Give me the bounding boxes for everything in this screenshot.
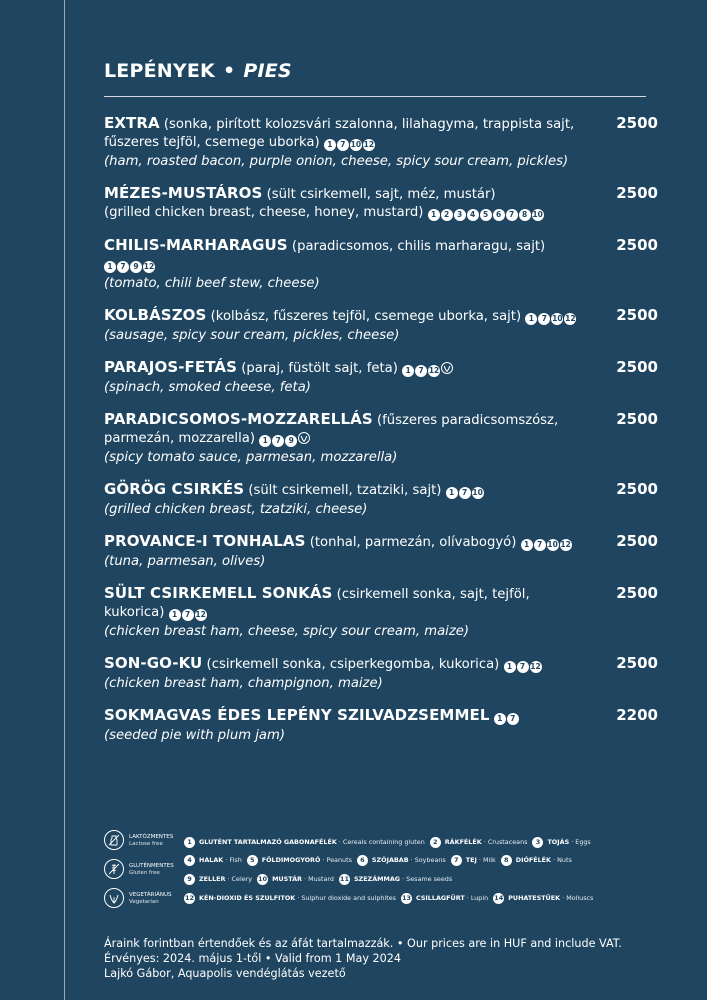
allergen-entry xyxy=(184,892,396,904)
allergen-en: · Molluscs xyxy=(562,894,594,902)
item-price: 2500 xyxy=(616,584,658,602)
allergen-badges xyxy=(104,257,156,275)
allergen-number: 3 xyxy=(532,837,543,848)
allergen-badge: 4 xyxy=(467,209,479,221)
item-en-line xyxy=(104,153,594,171)
menu-item xyxy=(104,114,660,171)
menu-item xyxy=(104,584,660,641)
footer-signature: Lajkó Gábor, Aquapolis vendéglátás vezető xyxy=(104,967,346,980)
allergen-number: 6 xyxy=(357,855,368,866)
allergen-entry xyxy=(401,892,488,904)
item-name: PARAJOS-FETÁS xyxy=(104,358,238,376)
allergen-hu: GLUTÉNT TARTALMAZÓ GABONAFÉLÉK xyxy=(199,838,337,846)
allergen-number: 2 xyxy=(430,837,441,848)
allergen-badge: 1 xyxy=(428,209,440,221)
page-title xyxy=(104,60,292,82)
allergen-badges xyxy=(324,135,376,153)
item-en-line xyxy=(104,204,594,223)
item-en-line xyxy=(104,623,594,641)
left-margin-rule xyxy=(64,0,65,1000)
item-name: GÖRÖG CSIRKÉS xyxy=(104,480,245,498)
allergen-badge: 7 xyxy=(538,313,550,325)
allergen-en: · Sesame seeds xyxy=(402,875,453,883)
allergen-entry xyxy=(247,854,352,866)
allergen-badge: 10 xyxy=(552,314,563,323)
item-en-line xyxy=(104,553,594,571)
allergen-entry xyxy=(501,854,572,866)
item-desc-hu: (sült csirkemell, tzatziki, sajt) xyxy=(248,483,442,498)
allergen-badge: 1 xyxy=(446,487,458,499)
item-desc-hu: (paradicsomos, chilis marharagu, sajt) xyxy=(291,239,546,254)
allergen-entry xyxy=(451,854,496,866)
item-desc-en: (seeded pie with plum jam) xyxy=(104,728,285,743)
allergen-hu: TOJÁS xyxy=(547,838,570,846)
menu-item xyxy=(104,358,660,397)
allergen-badge: 7 xyxy=(506,209,518,221)
item-desc-en: (tuna, parmesan, olives) xyxy=(104,554,266,569)
item-hu-line xyxy=(104,184,594,204)
vegetarian-icon xyxy=(104,888,124,908)
item-description xyxy=(104,584,594,641)
allergen-badge: 10 xyxy=(350,140,362,149)
allergen-hu: FÖLDIMOGYORÓ xyxy=(261,856,321,864)
allergen-badge: 1 xyxy=(104,261,116,273)
menu-item xyxy=(104,654,660,693)
item-name: SOKMAGVAS ÉDES LEPÉNY SZILVADZSEMMEL xyxy=(104,706,490,724)
item-name: SÜLT CSIRKEMELL SONKÁS xyxy=(104,584,333,602)
item-desc-en: (grilled chicken breast, cheese, honey, mustard) xyxy=(104,205,424,220)
allergen-badges xyxy=(494,709,520,727)
allergen-en: · Milk xyxy=(478,856,496,864)
allergen-badges xyxy=(504,657,543,675)
allergen-badge: 1 xyxy=(494,713,506,725)
allergen-badge: 12 xyxy=(565,314,576,323)
allergen-hu: ZELLER xyxy=(199,875,226,883)
item-price: 2500 xyxy=(616,114,658,132)
allergen-entry xyxy=(184,854,242,866)
allergen-number: 7 xyxy=(451,855,462,866)
footer xyxy=(104,936,684,981)
allergen-badge: 1 xyxy=(169,609,181,621)
item-en-line xyxy=(104,275,594,293)
allergen-number: 9 xyxy=(184,874,195,885)
item-hu-line xyxy=(104,358,594,379)
item-hu-line xyxy=(104,706,594,727)
item-price: 2500 xyxy=(616,480,658,498)
allergen-hu: SZEZÁMMAG xyxy=(353,875,401,883)
allergen-badges xyxy=(521,535,573,553)
item-name: EXTRA xyxy=(104,114,160,132)
menu-item xyxy=(104,410,660,467)
allergen-badge: 7 xyxy=(507,713,519,725)
title-hu: LEPÉNYEK xyxy=(104,60,215,82)
item-desc-hu: (csirkemell sonka, csiperkegomba, kukorica) xyxy=(206,657,500,672)
item-desc-en: (spinach, smoked cheese, feta) xyxy=(104,380,311,395)
item-description xyxy=(104,480,594,519)
allergen-number: 11 xyxy=(339,874,349,883)
allergen-badge: 7 xyxy=(459,487,471,499)
allergen-en: · Lupin xyxy=(466,894,489,902)
item-hu-line xyxy=(104,114,594,153)
allergen-en: · Celery xyxy=(227,875,253,883)
allergen-badge: 12 xyxy=(530,662,541,671)
allergen-entry xyxy=(184,836,425,848)
item-desc-en: (sausage, spicy sour cream, pickles, cheese) xyxy=(104,328,400,343)
allergen-hu: PUHATESTŰEK xyxy=(508,894,561,902)
allergen-hu: CSILLAGFÜRT xyxy=(416,894,465,902)
allergen-badges xyxy=(402,361,453,379)
allergen-entry xyxy=(493,892,593,904)
allergen-badge: 1 xyxy=(504,661,516,673)
item-price: 2500 xyxy=(616,236,658,254)
menu-item xyxy=(104,480,660,519)
allergen-badge: 6 xyxy=(493,209,505,221)
allergen-badge: 9 xyxy=(130,261,142,273)
menu-item xyxy=(104,532,660,571)
allergen-hu: SZÓJABAB xyxy=(371,856,409,864)
allergen-badge: 12 xyxy=(428,366,440,375)
allergen-number: 10 xyxy=(258,874,268,883)
gluten-free-label: GLUTÉNMENTES Gluten free xyxy=(129,863,174,876)
item-hu-line xyxy=(104,306,594,327)
item-desc-hu: (sonka, pirított kolozsvári szalonna, lilahagyma, trappista sajt, fűszeres tejföl, csemege uborka) xyxy=(104,117,575,150)
allergen-badge: 3 xyxy=(454,209,466,221)
allergen-badge: 7 xyxy=(337,139,349,151)
item-description xyxy=(104,410,594,467)
item-en-line xyxy=(104,727,594,745)
item-en-line xyxy=(104,675,594,693)
item-price: 2500 xyxy=(616,410,658,428)
allergen-badge: 2 xyxy=(441,209,453,221)
allergen-badge: 7 xyxy=(415,365,427,377)
allergen-badge: 10 xyxy=(547,540,558,549)
item-hu-line xyxy=(104,654,594,675)
allergen-en: · Eggs xyxy=(571,838,591,846)
menu-item xyxy=(104,184,660,223)
item-price: 2500 xyxy=(616,532,658,550)
allergen-row xyxy=(184,836,596,850)
allergen-en: · Fish xyxy=(225,856,242,864)
allergen-hu: TEJ xyxy=(465,856,477,864)
allergen-entry xyxy=(257,873,334,885)
title-underline xyxy=(104,96,646,97)
allergen-number: 8 xyxy=(501,855,512,866)
item-price: 2500 xyxy=(616,358,658,376)
allergen-entry xyxy=(532,836,590,848)
allergen-badge: 7 xyxy=(117,261,129,273)
lactose-free-icon xyxy=(104,830,124,850)
item-desc-en: (chicken breast ham, cheese, spicy sour cream, maize) xyxy=(104,624,469,639)
allergen-hu: KÉN-DIOXID ÉS SZULFITOK xyxy=(199,894,296,902)
allergen-badge: 7 xyxy=(182,609,194,621)
item-name: SON-GO-KU xyxy=(104,654,203,672)
allergen-en: · Peanuts xyxy=(322,856,352,864)
item-description xyxy=(104,654,594,693)
menu-item xyxy=(104,236,660,293)
item-en-line xyxy=(104,449,594,467)
allergen-badge: 1 xyxy=(259,435,271,447)
allergen-badge: 7 xyxy=(534,539,546,551)
item-desc-en: (spicy tomato sauce, parmesan, mozzarella) xyxy=(104,450,398,465)
item-desc-hu: (sült csirkemell, sajt, méz, mustár) xyxy=(266,187,496,202)
item-hu-line xyxy=(104,532,594,553)
allergen-en: · Cereals containing gluten xyxy=(338,838,425,846)
item-hu-line xyxy=(104,584,594,623)
footer-price-note: Áraink forintban értendőek és az áfát tartalmazzák. • Our prices are in HUF and include VAT. xyxy=(104,937,622,950)
menu-item xyxy=(104,706,660,745)
item-description xyxy=(104,358,594,397)
item-desc-hu: (tonhal, parmezán, olívabogyó) xyxy=(309,535,517,550)
item-name: PARADICSOMOS-MOZZARELLÁS xyxy=(104,410,373,428)
allergen-entry xyxy=(184,873,252,885)
vegetarian-label: VEGETÁRIÁNUS Vegetarian xyxy=(129,892,172,905)
allergen-badge: 1 xyxy=(402,365,414,377)
allergen-number: 12 xyxy=(184,893,195,902)
allergen-row xyxy=(184,854,577,868)
allergen-badge: 1 xyxy=(521,539,533,551)
item-name: PROVANCE-I TONHALAS xyxy=(104,532,306,550)
allergen-badge: 12 xyxy=(143,262,155,271)
item-price: 2500 xyxy=(616,306,658,324)
item-desc-hu: (fűszeres paradicsomszósz, parmezán, mozzarella) xyxy=(104,413,559,446)
gluten-free-icon xyxy=(104,859,124,879)
vegetarian-icon xyxy=(441,362,453,374)
allergen-entry xyxy=(430,836,528,848)
item-hu-line xyxy=(104,236,594,275)
allergen-badges xyxy=(169,605,208,623)
footer-validity: Érvényes: 2024. május 1-től • Valid from 1 May 2024 xyxy=(104,952,401,965)
allergen-en: · Nuts xyxy=(553,856,572,864)
item-name: KOLBÁSZOS xyxy=(104,306,207,324)
allergen-badge: 7 xyxy=(517,661,529,673)
item-desc-en: (chicken breast ham, champignon, maize) xyxy=(104,676,383,691)
vegetarian-icon xyxy=(298,432,310,444)
item-hu-line xyxy=(104,480,594,501)
allergen-badge: 12 xyxy=(560,540,571,549)
allergen-en: · Mustard xyxy=(304,875,334,883)
allergen-badge: 10 xyxy=(532,210,543,219)
allergen-badge: 12 xyxy=(363,140,375,149)
allergen-badge: 1 xyxy=(324,139,336,151)
title-separator: • xyxy=(222,60,236,82)
menu-item xyxy=(104,306,660,345)
allergen-entry xyxy=(357,854,446,866)
item-description xyxy=(104,114,594,171)
item-desc-hu: (paraj, füstölt sajt, feta) xyxy=(241,361,398,376)
item-price: 2500 xyxy=(616,184,658,202)
item-desc-hu: (csirkemell sonka, sajt, tejföl, kukorica) xyxy=(104,587,530,620)
item-price: 2200 xyxy=(616,706,658,724)
allergen-entry xyxy=(339,873,452,885)
item-desc-hu: (kolbász, fűszeres tejföl, csemege uborka, sajt) xyxy=(210,309,522,324)
item-description xyxy=(104,532,594,571)
allergen-en: · Soybeans xyxy=(410,856,446,864)
item-en-line xyxy=(104,327,594,345)
allergen-en: · Sulphur dioxide and sulphites xyxy=(297,894,397,902)
allergen-hu: RÁKFÉLÉK xyxy=(444,838,482,846)
item-price: 2500 xyxy=(616,654,658,672)
item-hu-line xyxy=(104,410,594,449)
item-name: MÉZES-MUSTÁROS xyxy=(104,184,263,202)
allergen-badges xyxy=(446,483,485,501)
allergen-hu: MUSTÁR xyxy=(272,875,302,883)
allergen-badge: 9 xyxy=(285,435,297,447)
allergen-hu: HALAK xyxy=(199,856,224,864)
item-description xyxy=(104,184,594,223)
allergen-badge: 5 xyxy=(480,209,492,221)
item-description xyxy=(104,306,594,345)
item-en-line xyxy=(104,379,594,397)
item-desc-en: (tomato, chili beef stew, cheese) xyxy=(104,276,320,291)
allergen-badges xyxy=(428,205,545,223)
allergen-number: 1 xyxy=(184,837,195,848)
allergen-hu: DIÓFÉLÉK xyxy=(515,856,552,864)
allergen-number: 13 xyxy=(401,893,412,902)
lactose-free-label: LAKTÓZMENTES Lactose free xyxy=(129,834,174,847)
allergen-row xyxy=(184,892,598,906)
allergen-badge: 7 xyxy=(272,435,284,447)
allergen-badges xyxy=(259,431,310,449)
item-desc-en: (ham, roasted bacon, purple onion, cheese, spicy sour cream, pickles) xyxy=(104,154,569,169)
allergen-en: · Crustaceans xyxy=(483,838,528,846)
item-description xyxy=(104,236,594,293)
allergen-number: 14 xyxy=(494,893,504,902)
item-desc-en: (grilled chicken breast, tzatziki, cheese) xyxy=(104,502,368,517)
allergen-badge: 10 xyxy=(472,488,483,497)
menu-items xyxy=(104,114,660,758)
item-name: CHILIS-MARHARAGUS xyxy=(104,236,288,254)
allergen-badge: 1 xyxy=(525,313,537,325)
allergen-badges xyxy=(525,309,577,327)
item-en-line xyxy=(104,501,594,519)
item-description xyxy=(104,706,594,745)
allergen-badge: 8 xyxy=(519,209,531,221)
allergen-row xyxy=(184,873,457,887)
title-en: PIES xyxy=(243,60,292,82)
allergen-number: 5 xyxy=(247,855,258,866)
allergen-number: 4 xyxy=(184,855,195,866)
allergen-badge: 12 xyxy=(195,610,206,619)
